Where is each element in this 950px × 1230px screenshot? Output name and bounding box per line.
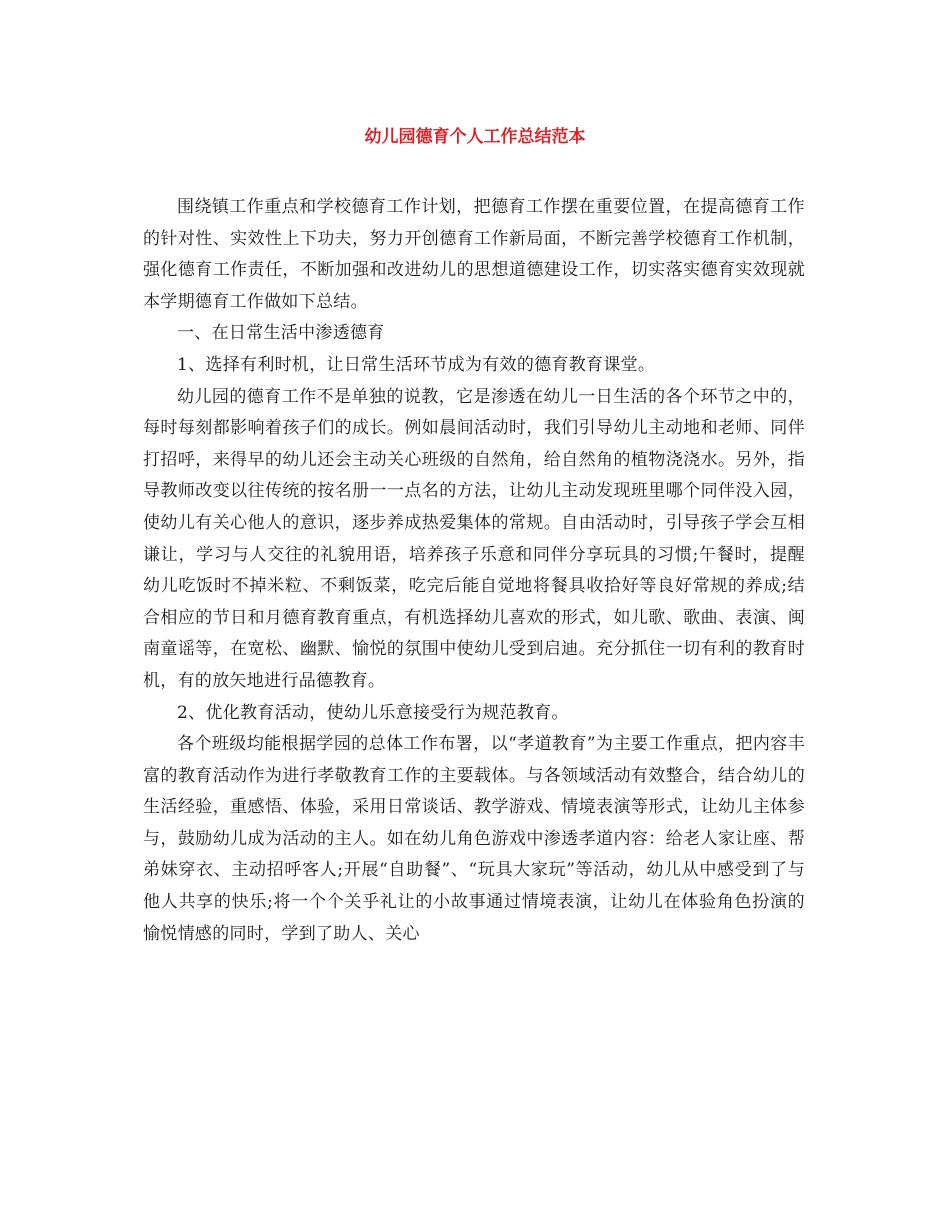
document-title: 幼儿园德育个人工作总结范本 bbox=[364, 127, 586, 147]
paragraph-intro: 围绕镇工作重点和学校德育工作计划，把德育工作摆在重要位置，在提高德育工作的针对性、实效性上下功夫，努力开创德育工作新局面，不断完善学校德育工作机制，强化德育工作责任，不断加强和改进幼儿的思想道德建设工作，切实落实德育实效现就本学期德育工作做如下总结。 bbox=[143, 197, 805, 312]
heading-section-1: 一、在日常生活中渗透德育 bbox=[177, 323, 385, 344]
paragraph-daily-life: 幼儿园的德育工作不是单独的说教，它是渗透在幼儿一日生活的各个环节之中的，每时每刻都影响着孩子们的成长。例如晨间活动时，我们引导幼儿主动地和老师、同伴打招呼，来得早的幼儿还会主动关心班级的自然角，给自然角的植物浇浇水。另外，指导教师改变以往传统的按名册一一点名的方法，让幼儿主动发现班里哪个同伴没入园，使幼儿有关心他人的意识，逐步养成热爱集体的常规。自由活动时，引导孩子学会互相谦让，学习与人交往的礼貌用语，培养孩子乐意和同伴分享玩具的习惯;午餐时，提醒幼儿吃饭时不掉米粒、不剩饭菜，吃完后能自觉地将餐具收拾好等良好常规的养成;结合相应的节日和月德育教育重点，有机选择幼儿喜欢的形式，如儿歌、歌曲、表演、闽南童谣等，在宽松、幽默、愉悦的氛围中使幼儿受到启迪。充分抓住一切有利的教育时机，有的放矢地进行品德教育。 bbox=[143, 386, 805, 691]
document-body bbox=[143, 192, 805, 950]
subheading-1: 1、选择有利时机，让日常生活环节成为有效的德育教育课堂。 bbox=[177, 354, 656, 375]
paragraph-activities: 各个班级均能根据学园的总体工作布署，以“孝道教育”为主要工作重点，把内容丰富的教育活动作为进行孝敬教育工作的主要载体。与各领域活动有效整合，结合幼儿的生活经验，重感悟、体验，采用日常谈话、教学游戏、情境表演等形式，让幼儿主体参与，鼓励幼儿成为活动的主人。如在幼儿角色游戏中渗透孝道内容：给老人家让座、帮弟妹穿衣、主动招呼客人;开展“自助餐”、“玩具大家玩”等活动，幼儿从中感受到了与他人共享的快乐;将一个个关乎礼让的小故事通过情境表演，让幼儿在体验角色扮演的愉悦情感的同时，学到了助人、关心 bbox=[143, 734, 805, 944]
subheading-2: 2、优化教育活动，使幼儿乐意接受行为规范教育。 bbox=[177, 702, 569, 723]
